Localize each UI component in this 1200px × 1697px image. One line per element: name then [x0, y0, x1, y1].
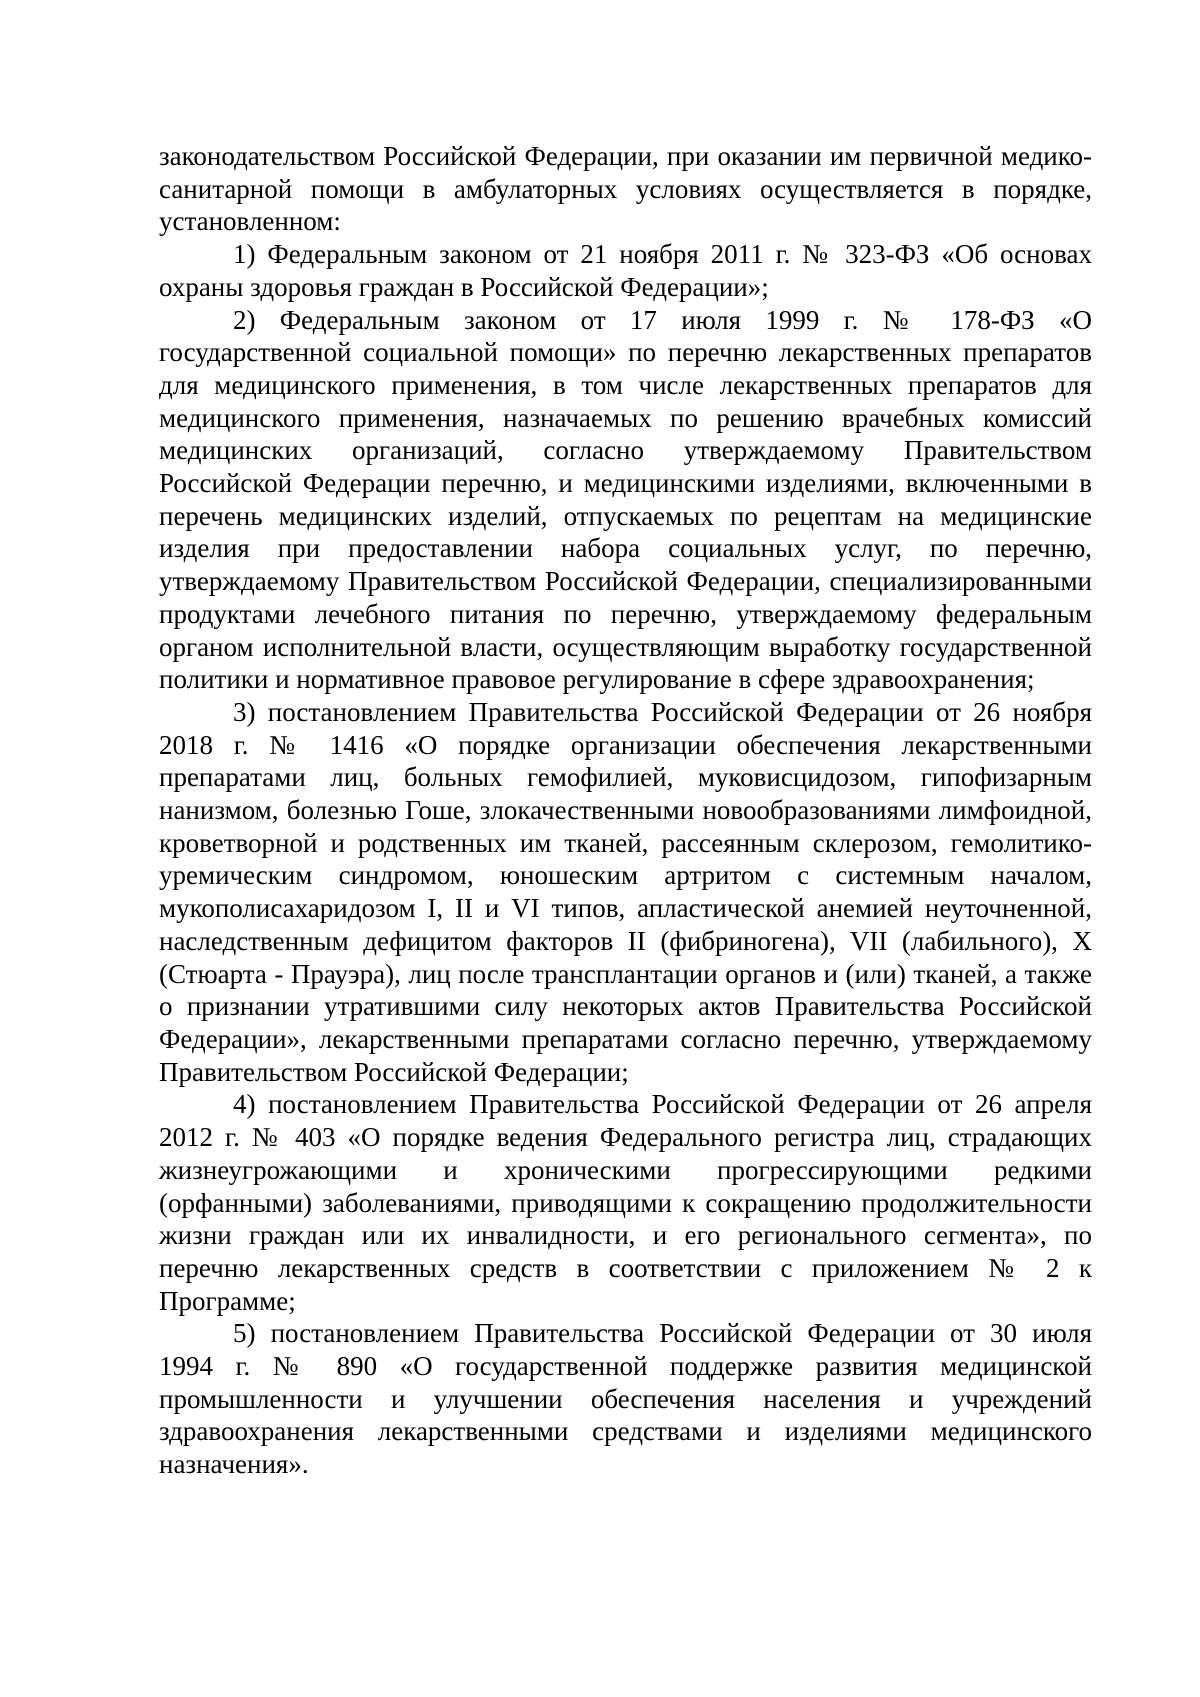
paragraph-item-4: 4) постановлением Правительства Российской Федерации от 26 апреля 2012 г. № 403 «О порядке ведения Федерального регистра лиц, страдающих жизнеугрожающими и хроническими прогрессирующими редкими (орфанными) заболеваниями, приводящими к сокращению продолжительности жизни граждан или их инвалидности, и его регионального сегмента», по перечню лекарственных средств в соответствии с приложением № 2 к Программе; — [159, 1089, 1092, 1316]
document-page — [159, 140, 1092, 1481]
paragraph-item-1: 1) Федеральным законом от 21 ноября 2011 г. № 323-ФЗ «Об основах охраны здоровья граждан в Российской Федерации»; — [159, 239, 1092, 302]
paragraph-intro: законодательством Российской Федерации, при оказании им первичной медико-санитарной помощи в амбулаторных условиях осуществляется в порядке, установленном: — [159, 141, 1092, 237]
paragraph-item-3: 3) постановлением Правительства Российской Федерации от 26 ноября 2018 г. № 1416 «О порядке организации обеспечения лекарственными препаратами лиц, больных гемофилией, муковисцидозом, гипофизарным нанизмом, болезнью Гоше, злокачественными новообразованиями лимфоидной, кроветворной и родственных им тканей, рассеянным склерозом, гемолитико-уремическим синдромом, юношеским артритом с системным началом, мукополисахаридозом I, II и VI типов, апластической анемией неуточненной, наследственным дефицитом факторов II (фибриногена), VII (лабильного), X (Стюарта - Прауэра), лиц после трансплантации органов и (или) тканей, а также о признании утратившими силу некоторых актов Правительства Российской Федерации», лекарственными препаратами согласно перечню, утверждаемому Правительством Российской Федерации; — [159, 696, 1092, 1087]
paragraph-item-5: 5) постановлением Правительства Российской Федерации от 30 июля 1994 г. № 890 «О государственной поддержке развития медицинской промышленности и улучшении обеспечения населения и учреждений здравоохранения лекарственными средствами и изделиями медицинского назначения». — [159, 1318, 1092, 1480]
paragraph-item-2: 2) Федеральным законом от 17 июля 1999 г. № 178-ФЗ «О государственной социальной помощи» по перечню лекарственных препаратов для медицинского применения, в том числе лекарственных препаратов для медицинского применения, назначаемых по решению врачебных комиссий медицинских организаций, согласно утверждаемому Правительством Российской Федерации перечню, и медицинскими изделиями, включенными в перечень медицинских изделий, отпускаемых по рецептам на медицинские изделия при предоставлении набора социальных услуг, по перечню, утверждаемому Правительством Российской Федерации, специализированными продуктами лечебного питания по перечню, утверждаемому федеральным органом исполнительной власти, осуществляющим выработку государственной политики и нормативное правовое регулирование в сфере здравоохранения; — [159, 304, 1092, 695]
